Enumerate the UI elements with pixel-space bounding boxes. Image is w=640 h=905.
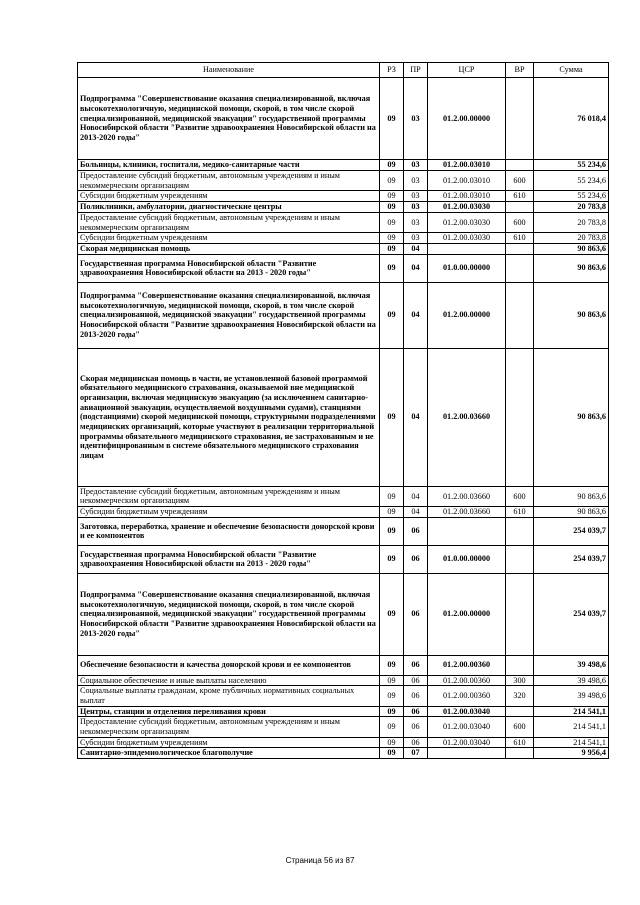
row-rz-cell: 09 <box>380 282 404 348</box>
row-rz-cell: 09 <box>380 202 404 213</box>
table-row <box>78 717 609 737</box>
row-csr-cell: 01.2.00.03010 <box>428 160 506 171</box>
row-name-cell: Подпрограмма "Совершенствование оказания специализированной, включая высокотехнологичную, медицинской помощи, скорой, в том числе скорой специализированной, медицинской эвакуации" государственной программы Новосибирской области "Развитие здравоохранения Новосибирской области на 2013-2020 годы" <box>78 282 380 348</box>
row-sum-cell: 90 863,6 <box>534 486 609 506</box>
row-vr-cell <box>506 254 534 282</box>
row-csr-cell: 01.0.00.00000 <box>428 545 506 573</box>
row-vr-cell <box>506 282 534 348</box>
table-row <box>78 160 609 171</box>
row-name-cell: Социальные выплаты гражданам, кроме публичных нормативных социальных выплат <box>78 686 380 706</box>
row-sum-cell: 39 498,6 <box>534 686 609 706</box>
row-csr-cell: 01.2.00.03040 <box>428 737 506 748</box>
row-sum-cell: 76 018,4 <box>534 78 609 160</box>
row-csr-cell: 01.0.00.00000 <box>428 254 506 282</box>
row-sum-cell: 9 956,4 <box>534 748 609 759</box>
row-vr-cell: 320 <box>506 686 534 706</box>
row-pr-cell: 04 <box>404 486 428 506</box>
row-name-cell: Предоставление субсидий бюджетным, автономным учреждениям и иным некоммерческим организациям <box>78 213 380 233</box>
row-rz-cell: 09 <box>380 233 404 244</box>
row-vr-cell: 600 <box>506 213 534 233</box>
row-vr-cell <box>506 748 534 759</box>
row-pr-cell: 04 <box>404 507 428 518</box>
row-sum-cell: 254 039,7 <box>534 517 609 545</box>
row-pr-cell: 06 <box>404 737 428 748</box>
header-name: Наименование <box>78 63 380 78</box>
row-rz-cell: 09 <box>380 675 404 686</box>
row-csr-cell: 01.2.00.03030 <box>428 233 506 244</box>
row-sum-cell: 20 783,8 <box>534 233 609 244</box>
row-vr-cell <box>506 160 534 171</box>
row-pr-cell: 04 <box>404 348 428 486</box>
table-row <box>78 282 609 348</box>
row-name-cell: Предоставление субсидий бюджетным, автономным учреждениям и иным некоммерческим организациям <box>78 486 380 506</box>
row-sum-cell: 90 863,6 <box>534 244 609 255</box>
table-row <box>78 254 609 282</box>
row-name-cell: Подпрограмма "Совершенствование оказания специализированной, включая высокотехнологичную, медицинской помощи, скорой, в том числе скорой специализированной, медицинской эвакуации" государственной программы Новосибирской области "Развитие здравоохранения Новосибирской области на 2013-2020 годы" <box>78 573 380 655</box>
row-sum-cell: 55 234,6 <box>534 171 609 191</box>
row-vr-cell: 600 <box>506 717 534 737</box>
header-pr: ПР <box>404 63 428 78</box>
budget-table <box>77 62 609 759</box>
row-name-cell: Центры, станции и отделения переливания крови <box>78 706 380 717</box>
row-vr-cell <box>506 348 534 486</box>
row-name-cell: Социальное обеспечение и иные выплаты населению <box>78 675 380 686</box>
row-name-cell: Предоставление субсидий бюджетным, автономным учреждениям и иным некоммерческим организациям <box>78 171 380 191</box>
row-sum-cell: 214 541,1 <box>534 717 609 737</box>
row-sum-cell: 214 541,1 <box>534 737 609 748</box>
row-name-cell: Субсидии бюджетным учреждениям <box>78 233 380 244</box>
row-vr-cell <box>506 78 534 160</box>
row-csr-cell: 01.2.00.03660 <box>428 486 506 506</box>
row-rz-cell: 09 <box>380 254 404 282</box>
row-rz-cell: 09 <box>380 737 404 748</box>
row-pr-cell: 03 <box>404 213 428 233</box>
row-csr-cell: 01.2.00.03030 <box>428 213 506 233</box>
row-sum-cell: 55 234,6 <box>534 160 609 171</box>
row-vr-cell <box>506 517 534 545</box>
row-pr-cell: 04 <box>404 282 428 348</box>
table-row <box>78 191 609 202</box>
row-rz-cell: 09 <box>380 191 404 202</box>
row-pr-cell: 03 <box>404 202 428 213</box>
table-row <box>78 171 609 191</box>
row-rz-cell: 09 <box>380 686 404 706</box>
page-number: Страница 56 из 87 <box>285 856 355 865</box>
row-sum-cell: 90 863,6 <box>534 507 609 518</box>
table-row <box>78 517 609 545</box>
table-header-row <box>78 63 609 78</box>
row-name-cell: Подпрограмма "Совершенствование оказания специализированной, включая высокотехнологичную, медицинской помощи, скорой, в том числе скорой специализированной, медицинской эвакуации" государственной программы Новосибирской области "Развитие здравоохранения Новосибирской области на 2013-2020 годы" <box>78 78 380 160</box>
table-row <box>78 507 609 518</box>
table-row <box>78 573 609 655</box>
row-csr-cell: 01.2.00.03660 <box>428 507 506 518</box>
row-pr-cell: 06 <box>404 706 428 717</box>
row-pr-cell: 03 <box>404 160 428 171</box>
row-name-cell: Скорая медицинская помощь <box>78 244 380 255</box>
row-name-cell: Субсидии бюджетным учреждениям <box>78 737 380 748</box>
table-row <box>78 706 609 717</box>
row-sum-cell: 254 039,7 <box>534 545 609 573</box>
row-vr-cell: 300 <box>506 675 534 686</box>
row-vr-cell <box>506 545 534 573</box>
row-vr-cell <box>506 655 534 675</box>
table-row <box>78 737 609 748</box>
row-csr-cell: 01.2.00.03030 <box>428 202 506 213</box>
row-rz-cell: 09 <box>380 717 404 737</box>
table-row <box>78 78 609 160</box>
row-pr-cell: 06 <box>404 655 428 675</box>
row-pr-cell: 06 <box>404 717 428 737</box>
table-row <box>78 213 609 233</box>
row-csr-cell: 01.2.00.00000 <box>428 78 506 160</box>
row-name-cell: Поликлиники, амбулатории, диагностические центры <box>78 202 380 213</box>
row-pr-cell: 03 <box>404 191 428 202</box>
table-row <box>78 545 609 573</box>
row-csr-cell: 01.2.00.00360 <box>428 655 506 675</box>
row-vr-cell: 600 <box>506 486 534 506</box>
row-pr-cell: 04 <box>404 254 428 282</box>
row-csr-cell <box>428 244 506 255</box>
row-rz-cell: 09 <box>380 160 404 171</box>
row-sum-cell: 55 234,6 <box>534 191 609 202</box>
row-pr-cell: 03 <box>404 233 428 244</box>
table-row <box>78 486 609 506</box>
row-vr-cell: 600 <box>506 171 534 191</box>
row-csr-cell: 01.2.00.03040 <box>428 706 506 717</box>
row-sum-cell: 254 039,7 <box>534 573 609 655</box>
row-sum-cell: 20 783,8 <box>534 202 609 213</box>
row-vr-cell: 610 <box>506 737 534 748</box>
row-vr-cell <box>506 244 534 255</box>
row-csr-cell <box>428 517 506 545</box>
row-sum-cell: 90 863,6 <box>534 282 609 348</box>
row-csr-cell: 01.2.00.00000 <box>428 573 506 655</box>
row-vr-cell <box>506 706 534 717</box>
row-name-cell: Обеспечение безопасности и качества донорской крови и ее компонентов <box>78 655 380 675</box>
row-csr-cell: 01.2.00.03660 <box>428 348 506 486</box>
row-sum-cell: 20 783,8 <box>534 213 609 233</box>
row-name-cell: Больницы, клиники, госпитали, медико-санитарные части <box>78 160 380 171</box>
table-row <box>78 748 609 759</box>
row-rz-cell: 09 <box>380 655 404 675</box>
row-vr-cell <box>506 202 534 213</box>
row-pr-cell: 07 <box>404 748 428 759</box>
row-rz-cell: 09 <box>380 748 404 759</box>
row-pr-cell: 06 <box>404 675 428 686</box>
row-rz-cell: 09 <box>380 171 404 191</box>
header-sum: Сумма <box>534 63 609 78</box>
row-name-cell: Заготовка, переработка, хранение и обеспечение безопасности донорской крови и ее компонентов <box>78 517 380 545</box>
row-name-cell: Субсидии бюджетным учреждениям <box>78 507 380 518</box>
row-csr-cell: 01.2.00.00360 <box>428 686 506 706</box>
row-csr-cell: 01.2.00.00360 <box>428 675 506 686</box>
row-name-cell: Субсидии бюджетным учреждениям <box>78 191 380 202</box>
row-pr-cell: 06 <box>404 686 428 706</box>
table-body <box>78 78 609 759</box>
table-row <box>78 675 609 686</box>
table-row <box>78 655 609 675</box>
row-rz-cell: 09 <box>380 545 404 573</box>
table-row <box>78 202 609 213</box>
row-name-cell: Государственная программа Новосибирской области "Развитие здравоохранения Новосибирской области на 2013 - 2020 годы" <box>78 545 380 573</box>
row-name-cell: Санитарно-эпидемиологическое благополучие <box>78 748 380 759</box>
row-rz-cell: 09 <box>380 78 404 160</box>
row-name-cell: Предоставление субсидий бюджетным, автономным учреждениям и иным некоммерческим организациям <box>78 717 380 737</box>
header-vr: ВР <box>506 63 534 78</box>
row-vr-cell <box>506 573 534 655</box>
row-vr-cell: 610 <box>506 233 534 244</box>
table-row <box>78 686 609 706</box>
row-sum-cell: 90 863,6 <box>534 348 609 486</box>
row-sum-cell: 214 541,1 <box>534 706 609 717</box>
row-rz-cell: 09 <box>380 573 404 655</box>
row-rz-cell: 09 <box>380 213 404 233</box>
row-pr-cell: 03 <box>404 171 428 191</box>
row-sum-cell: 39 498,6 <box>534 675 609 686</box>
row-pr-cell: 04 <box>404 244 428 255</box>
row-sum-cell: 39 498,6 <box>534 655 609 675</box>
row-csr-cell: 01.2.00.03040 <box>428 717 506 737</box>
row-vr-cell: 610 <box>506 507 534 518</box>
row-rz-cell: 09 <box>380 517 404 545</box>
header-rz: РЗ <box>380 63 404 78</box>
row-sum-cell: 90 863,6 <box>534 254 609 282</box>
row-pr-cell: 03 <box>404 78 428 160</box>
row-name-cell: Государственная программа Новосибирской области "Развитие здравоохранения Новосибирской области на 2013 - 2020 годы" <box>78 254 380 282</box>
row-pr-cell: 06 <box>404 573 428 655</box>
table-row <box>78 244 609 255</box>
row-name-cell: Скорая медицинская помощь в части, не установленной базовой программой обязательного медицинского страхования, оказываемой вне медицинской организации, включая медицинскую эвакуацию (за исключением санитарно-авиационной эвакуации, осуществляемой воздушными судами), станциями (подстанциями) скорой медицинской помощи, структурными подразделениями медицинских организаций, которые участвуют в реализации территориальной программы обязательного медицинского страхования, не застрахованным и не идентифицированным в системе обязательного медицинского страхования лицам <box>78 348 380 486</box>
row-csr-cell: 01.2.00.03010 <box>428 171 506 191</box>
row-rz-cell: 09 <box>380 486 404 506</box>
row-csr-cell: 01.2.00.03010 <box>428 191 506 202</box>
row-rz-cell: 09 <box>380 244 404 255</box>
row-pr-cell: 06 <box>404 545 428 573</box>
table-row <box>78 233 609 244</box>
row-pr-cell: 06 <box>404 517 428 545</box>
header-csr: ЦСР <box>428 63 506 78</box>
row-csr-cell: 01.2.00.00000 <box>428 282 506 348</box>
row-vr-cell: 610 <box>506 191 534 202</box>
row-rz-cell: 09 <box>380 507 404 518</box>
row-rz-cell: 09 <box>380 706 404 717</box>
row-rz-cell: 09 <box>380 348 404 486</box>
row-csr-cell <box>428 748 506 759</box>
table-row <box>78 348 609 486</box>
